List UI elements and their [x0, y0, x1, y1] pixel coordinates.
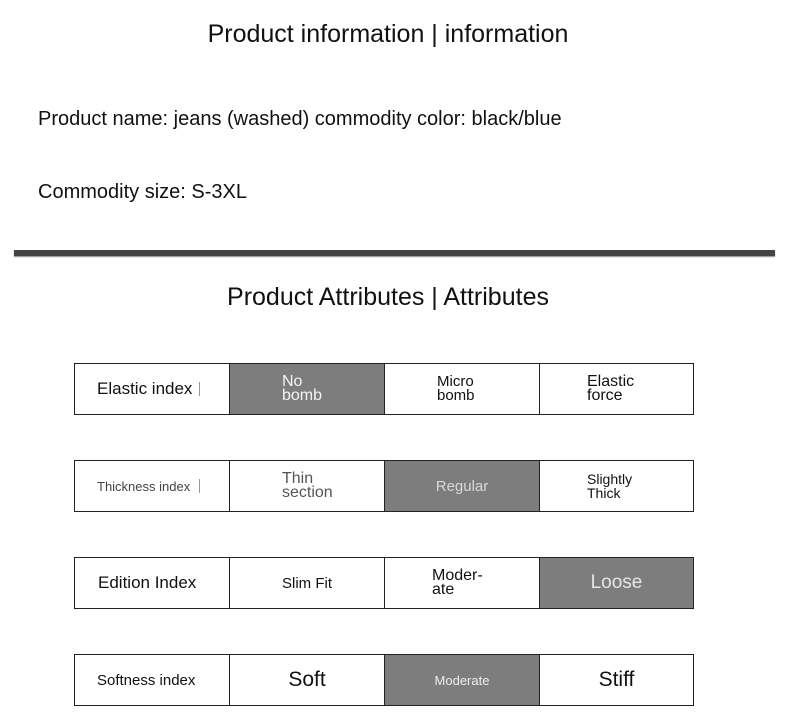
option-text-line: section [282, 484, 333, 501]
option-text-line: Thin [282, 470, 314, 487]
attribute-option-slightly-thick [540, 461, 693, 511]
attribute-row-softness-index [74, 654, 694, 706]
product-attributes-heading: Product Attributes | Attributes [227, 283, 549, 311]
option-text-line: bomb [437, 387, 475, 404]
attribute-option-moderate [385, 558, 540, 608]
option-text: Stiff [598, 668, 635, 691]
attribute-label-cell [75, 461, 230, 511]
option-text-line: Elastic [587, 373, 635, 390]
section-divider [14, 250, 775, 256]
option-text-line: Moder- [432, 567, 483, 584]
attribute-row-edition-index [74, 557, 694, 609]
label-separator-mark [199, 382, 200, 396]
option-text: Slim Fit [282, 574, 332, 592]
option-text: Soft [288, 668, 326, 691]
option-text-line: Micro [437, 373, 474, 390]
attribute-row-thickness-index [74, 460, 694, 512]
attribute-option-regular [385, 461, 540, 511]
option-text [282, 375, 322, 403]
attribute-label-cell [75, 558, 230, 608]
option-text [587, 375, 634, 403]
attribute-option-elastic-force [540, 364, 693, 414]
option-text-line: bomb [282, 387, 323, 404]
option-text [282, 472, 333, 500]
product-name-color-line: Product name: jeans (washed) commodity color: black/blue [38, 108, 562, 130]
attribute-label: Softness index [97, 671, 196, 689]
option-text [437, 375, 475, 403]
product-information-heading: Product information | information [207, 20, 569, 48]
attribute-label: Thickness index [97, 478, 191, 494]
option-text [587, 472, 632, 500]
option-text-line: Thick [587, 485, 621, 501]
option-text [432, 569, 483, 597]
attribute-label-cell [75, 364, 230, 414]
attribute-option-moderate-softness [385, 655, 540, 705]
attribute-label-cell [75, 655, 230, 705]
option-text-line: force [587, 387, 623, 404]
label-separator-mark [199, 479, 200, 493]
option-text-line: No [282, 373, 303, 390]
commodity-size-line: Commodity size: S-3XL [38, 181, 247, 203]
option-text: Loose [590, 572, 643, 593]
attribute-option-loose [540, 558, 693, 608]
attribute-option-slim-fit [230, 558, 385, 608]
attribute-option-soft [230, 655, 385, 705]
attribute-option-stiff [540, 655, 693, 705]
attribute-label: Elastic index [97, 379, 193, 398]
option-text: Regular [435, 477, 489, 495]
option-text-line: ate [432, 581, 455, 598]
attribute-option-no-bomb [230, 364, 385, 414]
option-text-line: Slightly [587, 471, 633, 487]
attribute-option-micro-bomb [385, 364, 540, 414]
attribute-option-thin-section [230, 461, 385, 511]
option-text: Moderate [434, 672, 490, 688]
attribute-label: Edition Index [98, 573, 197, 592]
attribute-row-elastic-index [74, 363, 694, 415]
